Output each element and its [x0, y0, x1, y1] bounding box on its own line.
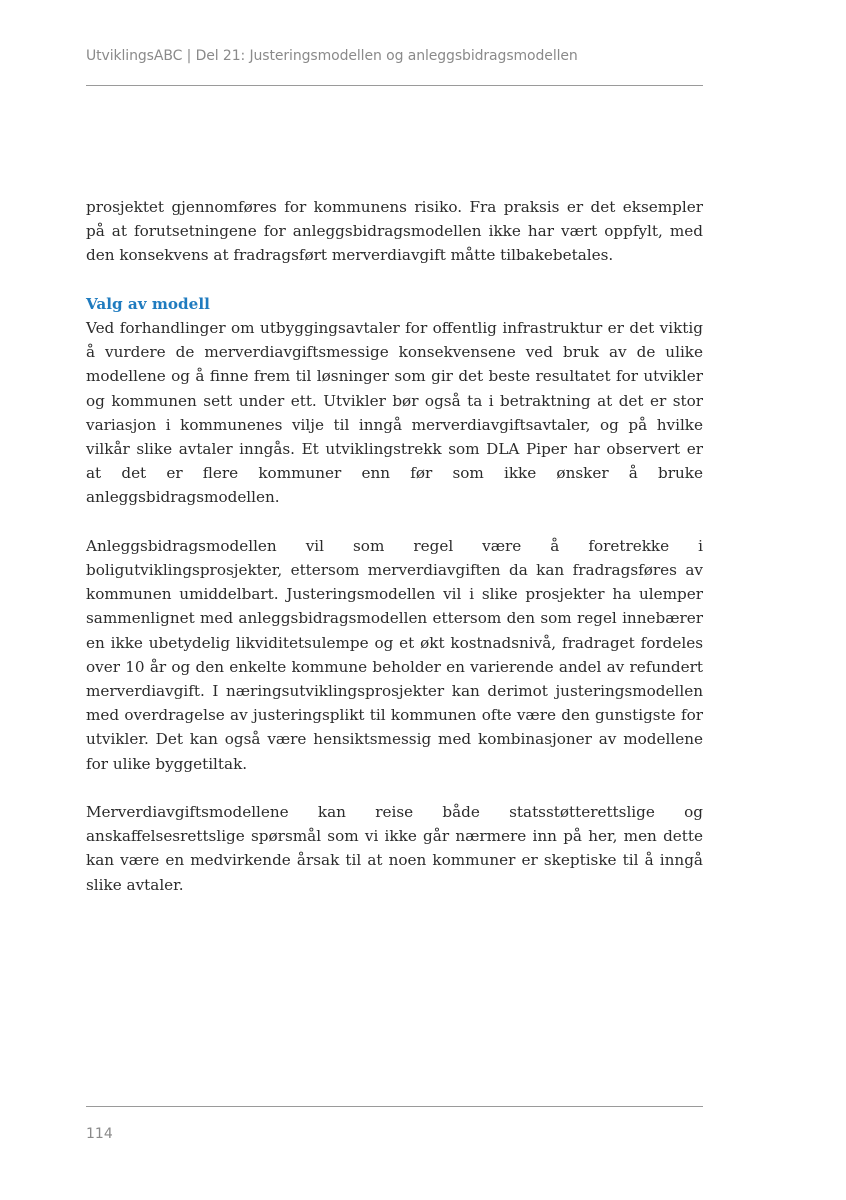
body-paragraph: Ved forhandlinger om utbyggingsavtaler for offentlig infrastruktur er det viktig å vurdere de merverdiavgiftsmessige konsekvensene ved bruk av de ulike modellene og å finne frem til løsninger som gir det beste resultatet for utvikler og kommunen sett under ett. Utvikler bør også ta i betraktning at det er stor variasjon i kommunenes vilje til inngå merverdiavgiftsavtaler, og på hvilke vilkår slike avtaler inngås. Et utviklingstrekk som DLA Piper har observert er at det er flere kommuner enn før som ikke ønsker å bruke anleggsbidragsmodellen. [86, 319, 703, 507]
running-header: UtviklingsABC | Del 21: Justeringsmodellen og anleggsbidragsmodellen [86, 48, 578, 64]
page-number: 114 [86, 1126, 113, 1142]
body-paragraph: Merverdiavgiftsmodellene kan reise både statsstøtterettslige og anskaffelsesrettslige spørsmål som vi ikke går nærmere inn på her, men dette kan være en medvirkende årsak til at noen kommuner er skeptiske til å inngå slike avtaler. [86, 803, 703, 894]
header-divider [86, 85, 703, 86]
body-paragraph: prosjektet gjennomføres for kommunens risiko. Fra praksis er det eksempler på at forutsetningene for anleggsbidragsmodellen ikke har vært oppfylt, med den konsekvens at fradragsført merverdiavgift måtte tilbakebetales. [86, 198, 703, 265]
body-paragraph: Anleggsbidragsmodellen vil som regel være å foretrekke i boligutviklingsprosjekter, ettersom merverdiavgiften da kan fradragsføres av kommunen umiddelbart. Justeringsmodellen vil i slike prosjekter ha ulemper sammenlignet med anleggsbidragsmodellen ettersom den som regel innebærer en ikke ubetydelig likviditetsulempe og et økt kostnadsnivå, fradraget fordeles over 10 år og den enkelte kommune beholder en varierende andel av refundert merverdiavgift. I næringsutviklingsprosjekter kan derimot justeringsmodellen med overdragelse av justeringsplikt til kommunen ofte være den gunstigste for utvikler. Det kan også være hensiktsmessig med kombinasjoner av modellene for ulike byggetiltak. [86, 536, 703, 773]
section-heading: Valg av modell [86, 294, 210, 313]
footer-divider [86, 1106, 703, 1107]
page-body [86, 195, 703, 921]
